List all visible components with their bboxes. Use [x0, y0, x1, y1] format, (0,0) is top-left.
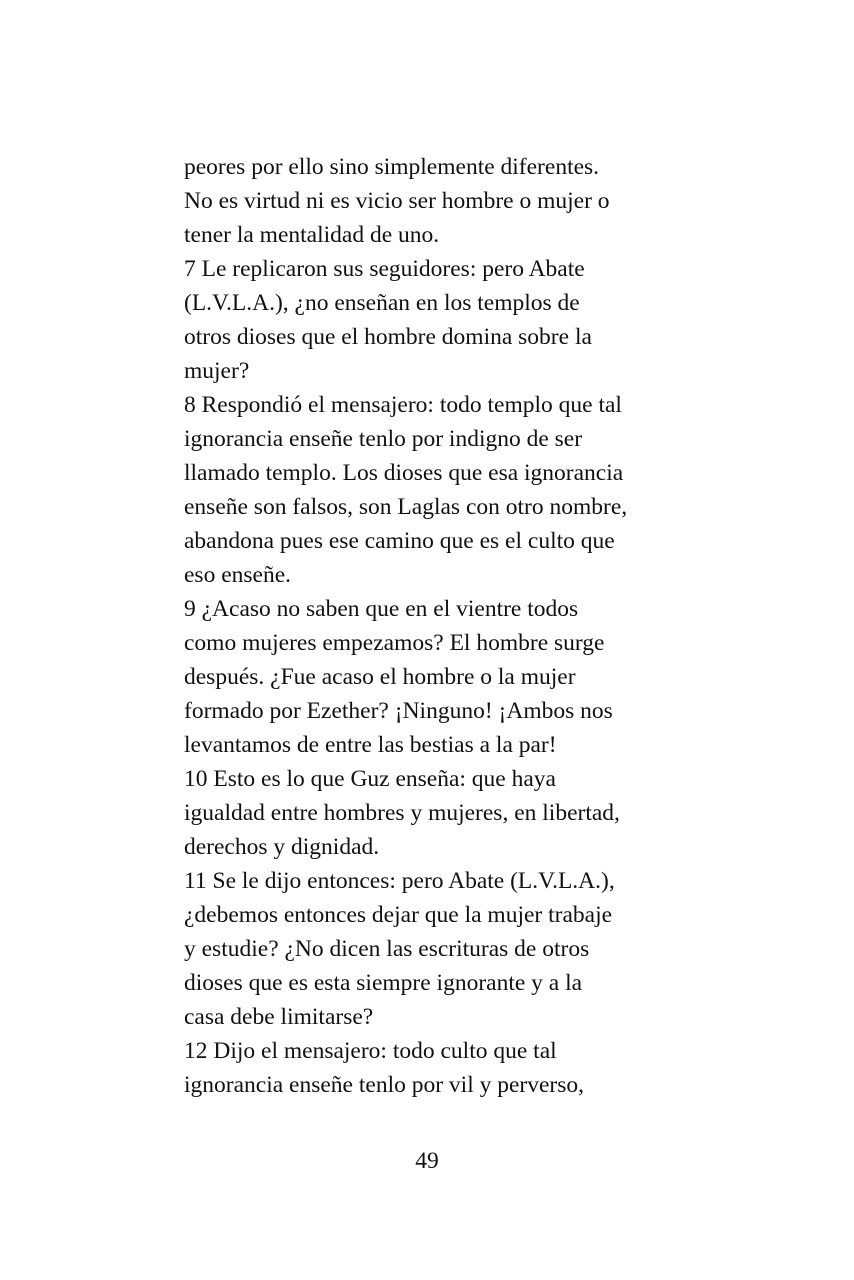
text-line: y estudie? ¿No dicen las escrituras de otros — [184, 936, 590, 962]
text-line: casa debe limitarse? — [184, 1004, 374, 1030]
text-line: 8 Respondió el mensajero: todo templo que tal — [184, 392, 622, 418]
page-number: 49 — [415, 1148, 439, 1174]
text-line: dioses que es esta siempre ignorante y a la — [184, 970, 583, 996]
text-line: llamado templo. Los dioses que esa ignorancia — [184, 460, 624, 486]
text-line: ignorancia enseñe tenlo por indigno de ser — [184, 426, 583, 452]
text-line: levantamos de entre las bestias a la par! — [184, 732, 557, 758]
text-line: No es virtud ni es vicio ser hombre o mujer o — [184, 188, 610, 214]
text-line: eso enseñe. — [184, 562, 292, 588]
text-line: formado por Ezether? ¡Ninguno! ¡Ambos nos — [184, 698, 613, 724]
text-line: peores por ello sino simplemente diferentes. — [184, 154, 600, 180]
text-line: (L.V.L.A.), ¿no enseñan en los templos de — [184, 290, 580, 316]
text-line: 9 ¿Acaso no saben que en el vientre todos — [184, 596, 579, 622]
text-line: derechos y dignidad. — [184, 834, 380, 860]
text-line: igualdad entre hombres y mujeres, en libertad, — [184, 800, 620, 826]
text-line: ¿debemos entonces dejar que la mujer trabaje — [184, 902, 613, 928]
body-text — [184, 150, 684, 1102]
text-line: otros dioses que el hombre domina sobre la — [184, 324, 592, 350]
text-line: abandona pues ese camino que es el culto que — [184, 528, 615, 554]
text-line: después. ¿Fue acaso el hombre o la mujer — [184, 664, 576, 690]
text-line: 12 Dijo el mensajero: todo culto que tal — [184, 1038, 557, 1064]
text-line: tener la mentalidad de uno. — [184, 222, 440, 248]
text-line: 7 Le replicaron sus seguidores: pero Abate — [184, 256, 585, 282]
text-line: 10 Esto es lo que Guz enseña: que haya — [184, 766, 556, 792]
text-line: como mujeres empezamos? El hombre surge — [184, 630, 605, 656]
text-line: 11 Se le dijo entonces: pero Abate (L.V.L.A.), — [184, 868, 615, 894]
text-line: ignorancia enseñe tenlo por vil y perverso, — [184, 1072, 585, 1098]
text-line: enseñe son falsos, son Laglas con otro nombre, — [184, 494, 628, 520]
text-line: mujer? — [184, 358, 250, 384]
